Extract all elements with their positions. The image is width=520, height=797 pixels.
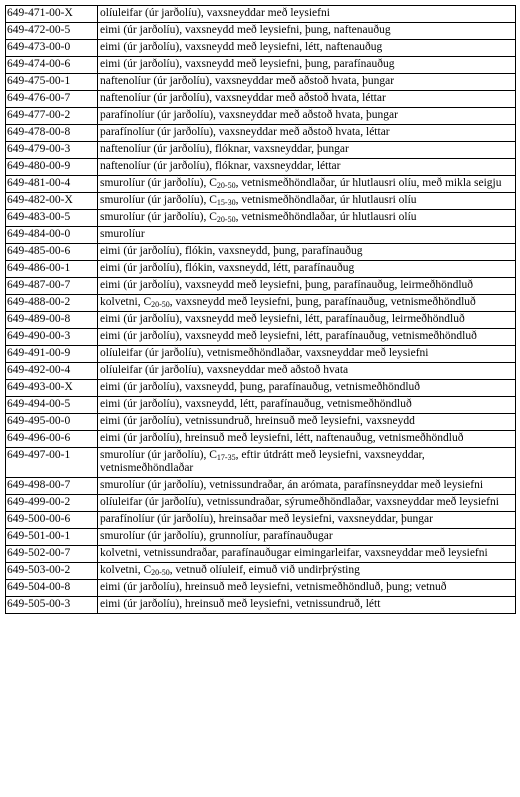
table-row xyxy=(6,244,516,261)
substance-name-cell: naftenolíur (úr jarðolíu), vaxsneyddar með aðstoð hvata, þungar xyxy=(98,74,516,91)
table-row xyxy=(6,159,516,176)
substance-name-cell: eimi (úr jarðolíu), hreinsuð með leysiefni, létt, naftenauðug, vetnismeðhöndluð xyxy=(98,431,516,448)
index-number-cell: 649-504-00-8 xyxy=(6,580,98,597)
index-number-cell: 649-474-00-6 xyxy=(6,57,98,74)
index-number-cell: 649-479-00-3 xyxy=(6,142,98,159)
table-row xyxy=(6,312,516,329)
table-row xyxy=(6,448,516,478)
carbon-range-subscript: 15-30 xyxy=(216,198,236,207)
index-number-cell: 649-497-00-1 xyxy=(6,448,98,478)
carbon-range-subscript: 20-50 xyxy=(151,300,170,309)
substance-name-cell: eimi (úr jarðolíu), vaxsneydd með leysiefni, þung, naftenauðug xyxy=(98,23,516,40)
substance-name-text: , vetnismeðhöndlaðar, úr hlutlausri olíu, með mikla seigju xyxy=(235,177,502,189)
substance-name-cell: olíuleifar (úr jarðolíu), vetnissundraðar, sýrumeðhöndlaðar, vaxsneyddar með leysiefni xyxy=(98,495,516,512)
index-number-cell: 649-490-00-3 xyxy=(6,329,98,346)
table-row xyxy=(6,478,516,495)
index-number-cell: 649-489-00-8 xyxy=(6,312,98,329)
substance-name-cell: eimi (úr jarðolíu), vaxsneydd með leysiefni, þung, parafínauðug, leirmeðhöndluð xyxy=(98,278,516,295)
substance-name-cell: olíuleifar (úr jarðolíu), vaxsneyddar með leysiefni xyxy=(98,6,516,23)
table-row xyxy=(6,431,516,448)
substance-name-cell: olíuleifar (úr jarðolíu), vetnismeðhöndlaðar, vaxsneyddar með leysiefni xyxy=(98,346,516,363)
index-number-cell: 649-477-00-2 xyxy=(6,108,98,125)
table-row xyxy=(6,380,516,397)
table-row xyxy=(6,329,516,346)
table-row xyxy=(6,40,516,57)
table-row xyxy=(6,363,516,380)
table-row xyxy=(6,91,516,108)
substance-name-cell xyxy=(98,295,516,312)
index-number-cell: 649-481-00-4 xyxy=(6,176,98,193)
index-number-cell: 649-495-00-0 xyxy=(6,414,98,431)
table-row xyxy=(6,108,516,125)
index-number-cell: 649-473-00-0 xyxy=(6,40,98,57)
substance-name-cell: smurolíur xyxy=(98,227,516,244)
substance-name-cell: eimi (úr jarðolíu), hreinsuð með leysiefni, vetnismeðhöndluð, þung; vetnuð xyxy=(98,580,516,597)
table-row xyxy=(6,546,516,563)
table-row xyxy=(6,512,516,529)
index-number-cell: 649-482-00-X xyxy=(6,193,98,210)
index-number-cell: 649-500-00-6 xyxy=(6,512,98,529)
substance-name-text: kolvetni, C xyxy=(100,296,152,308)
substance-name-cell: naftenolíur (úr jarðolíu), flóknar, vaxsneyddar, léttar xyxy=(98,159,516,176)
table-row xyxy=(6,529,516,546)
table-row xyxy=(6,193,516,210)
carbon-range-subscript: 20-50 xyxy=(151,568,170,577)
table-row xyxy=(6,414,516,431)
substance-name-cell: eimi (úr jarðolíu), vaxsneydd með leysiefni, létt, parafínauðug, leirmeðhöndluð xyxy=(98,312,516,329)
table-row xyxy=(6,74,516,91)
substance-name-cell: kolvetni, vetnissundraðar, parafínauðugar eimingarleifar, vaxsneyddar með leysiefni xyxy=(98,546,516,563)
table-row xyxy=(6,346,516,363)
index-number-cell: 649-485-00-6 xyxy=(6,244,98,261)
substance-name-text: , eftir útdrátt með leysiefni, vaxsneyddar, vetnismeðhöndlaðar xyxy=(100,449,425,474)
index-number-cell: 649-487-00-7 xyxy=(6,278,98,295)
table-row xyxy=(6,278,516,295)
substance-name-text: , vetnismeðhöndlaðar, úr hlutlausri olíu xyxy=(235,194,417,206)
substance-name-cell: parafínolíur (úr jarðolíu), vaxsneyddar með aðstoð hvata, léttar xyxy=(98,125,516,142)
substance-name-cell xyxy=(98,563,516,580)
table-row xyxy=(6,176,516,193)
index-number-cell: 649-494-00-5 xyxy=(6,397,98,414)
index-number-cell: 649-488-00-2 xyxy=(6,295,98,312)
index-number-cell: 649-480-00-9 xyxy=(6,159,98,176)
substance-name-cell: eimi (úr jarðolíu), vaxsneydd, létt, parafínauðug, vetnismeðhöndluð xyxy=(98,397,516,414)
index-number-cell: 649-496-00-6 xyxy=(6,431,98,448)
substance-name-text: smurolíur (úr jarðolíu), C xyxy=(100,194,217,206)
substance-name-text: smurolíur (úr jarðolíu), C xyxy=(100,177,217,189)
table-row xyxy=(6,397,516,414)
table-row xyxy=(6,597,516,614)
substance-name-cell: parafínolíur (úr jarðolíu), hreinsaðar með leysiefni, vaxsneyddar, þungar xyxy=(98,512,516,529)
substance-name-cell xyxy=(98,210,516,227)
index-number-cell: 649-492-00-4 xyxy=(6,363,98,380)
index-number-cell: 649-472-00-5 xyxy=(6,23,98,40)
carbon-range-subscript: 20-50 xyxy=(216,215,236,224)
table-row xyxy=(6,23,516,40)
substance-table-body xyxy=(6,6,516,614)
substance-name-cell: eimi (úr jarðolíu), vaxsneydd með leysiefni, létt, parafínauðug, vetnismeðhöndluð xyxy=(98,329,516,346)
index-number-cell: 649-499-00-2 xyxy=(6,495,98,512)
substance-name-cell xyxy=(98,448,516,478)
index-number-cell: 649-498-00-7 xyxy=(6,478,98,495)
index-number-cell: 649-475-00-1 xyxy=(6,74,98,91)
table-row xyxy=(6,580,516,597)
substance-name-cell: eimi (úr jarðolíu), hreinsuð með leysiefni, vetnissundruð, létt xyxy=(98,597,516,614)
table-row xyxy=(6,563,516,580)
substance-name-cell: smurolíur (úr jarðolíu), grunnolíur, parafínauðugar xyxy=(98,529,516,546)
table-row xyxy=(6,495,516,512)
index-number-cell: 649-502-00-7 xyxy=(6,546,98,563)
substance-name-cell: eimi (úr jarðolíu), flókin, vaxsneydd, þung, parafínauðug xyxy=(98,244,516,261)
substance-name-cell xyxy=(98,193,516,210)
index-number-cell: 649-486-00-1 xyxy=(6,261,98,278)
index-number-cell: 649-501-00-1 xyxy=(6,529,98,546)
substance-table xyxy=(5,5,516,614)
table-row xyxy=(6,6,516,23)
substance-name-cell: olíuleifar (úr jarðolíu), vaxsneyddar með aðstoð hvata xyxy=(98,363,516,380)
substance-name-cell: eimi (úr jarðolíu), flókin, vaxsneydd, létt, parafínauðug xyxy=(98,261,516,278)
substance-name-text: kolvetni, C xyxy=(100,564,152,576)
table-row xyxy=(6,227,516,244)
substance-name-cell: smurolíur (úr jarðolíu), vetnissundraðar, án arómata, parafínsneyddar með leysiefni xyxy=(98,478,516,495)
substance-name-text: smurolíur (úr jarðolíu), C xyxy=(100,211,217,223)
index-number-cell: 649-503-00-2 xyxy=(6,563,98,580)
substance-name-cell: parafínolíur (úr jarðolíu), vaxsneyddar með aðstoð hvata, þungar xyxy=(98,108,516,125)
table-row xyxy=(6,57,516,74)
substance-name-cell: eimi (úr jarðolíu), vaxsneydd, þung, parafínauðug, vetnismeðhöndluð xyxy=(98,380,516,397)
table-row xyxy=(6,142,516,159)
table-row xyxy=(6,125,516,142)
index-number-cell: 649-491-00-9 xyxy=(6,346,98,363)
index-number-cell: 649-493-00-X xyxy=(6,380,98,397)
substance-name-text: smurolíur (úr jarðolíu), C xyxy=(100,449,217,461)
substance-name-text: , vaxsneydd með leysiefni, þung, parafínauðug, vetnismeðhöndluð xyxy=(169,296,476,308)
index-number-cell: 649-471-00-X xyxy=(6,6,98,23)
substance-name-cell: naftenolíur (úr jarðolíu), vaxsneyddar með aðstoð hvata, léttar xyxy=(98,91,516,108)
index-number-cell: 649-505-00-3 xyxy=(6,597,98,614)
carbon-range-subscript: 17-35 xyxy=(216,453,236,462)
index-number-cell: 649-483-00-5 xyxy=(6,210,98,227)
substance-name-cell: eimi (úr jarðolíu), vaxsneydd með leysiefni, þung, parafínauðug xyxy=(98,57,516,74)
substance-name-cell: eimi (úr jarðolíu), vaxsneydd með leysiefni, létt, naftenauðug xyxy=(98,40,516,57)
table-row xyxy=(6,261,516,278)
substance-name-text: , vetnismeðhöndlaðar, úr hlutlausri olíu xyxy=(235,211,417,223)
substance-name-text: , vetnuð olíuleif, eimuð við undirþrýsting xyxy=(169,564,360,576)
carbon-range-subscript: 20-50 xyxy=(216,181,236,190)
substance-name-cell: naftenolíur (úr jarðolíu), flóknar, vaxsneyddar, þungar xyxy=(98,142,516,159)
index-number-cell: 649-478-00-8 xyxy=(6,125,98,142)
substance-name-cell: eimi (úr jarðolíu), vetnissundruð, hreinsuð með leysiefni, vaxsneydd xyxy=(98,414,516,431)
index-number-cell: 649-484-00-0 xyxy=(6,227,98,244)
table-row xyxy=(6,210,516,227)
substance-name-cell xyxy=(98,176,516,193)
table-row xyxy=(6,295,516,312)
index-number-cell: 649-476-00-7 xyxy=(6,91,98,108)
